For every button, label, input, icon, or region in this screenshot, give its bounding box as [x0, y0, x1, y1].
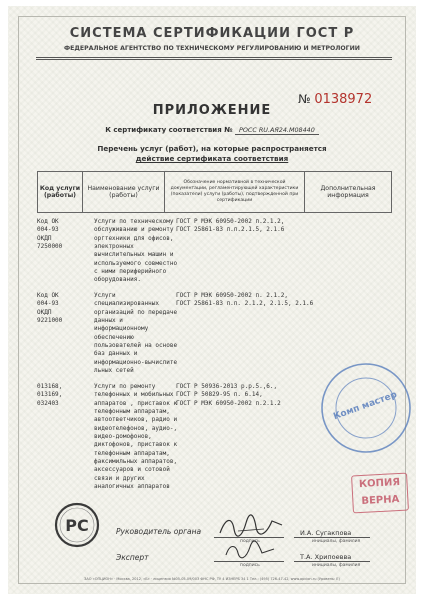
row-service: Услуги по техническому обслуживанию и ремонту оргтехники для офисов, электронных вычислительных машин и используемого совместно с ними периферийного оборудования.	[94, 218, 178, 284]
list-title-line1: Перечень услуг (работ), на которые распространяется	[97, 144, 327, 153]
head-label: Руководитель органа	[116, 527, 202, 536]
certificate-reference	[0, 126, 424, 134]
expert-signature-line	[214, 561, 284, 562]
services-table-header	[37, 171, 392, 213]
head-name: И.А. Сугакпова	[300, 529, 352, 537]
certificate-number: РОСС RU.АЯ24.М08440	[235, 126, 319, 135]
stamp-text: Комп мастер	[332, 390, 399, 423]
header-name: Наименование услуги (работы)	[83, 172, 165, 213]
pc-certification-mark-icon	[50, 502, 104, 548]
row-standards: ГОСТ Р 50936-2013 р.р.5.,6., ГОСТ Р 50829-95 п. 6.14, ГОСТ Р МЭК 60950-2002 п.2.1.2	[176, 383, 281, 407]
head-signature-icon	[216, 513, 286, 539]
header-rule-2	[36, 59, 392, 60]
list-title-line2: действие сертификата соответствия	[135, 154, 289, 163]
expert-name-line	[294, 561, 370, 562]
page-title: ПРИЛОЖЕНИЕ	[152, 103, 272, 118]
row-standards: ГОСТ Р МЭК 60950-2002 п.2.1.2, ГОСТ 25861-83 п.п.2.1.5, 2.1.6	[176, 218, 285, 234]
row-code: 013168, 013169, 032403	[37, 383, 63, 407]
expert-label: Эксперт	[116, 553, 149, 562]
serial-value: 0138972	[314, 92, 373, 107]
head-signature-line	[214, 537, 284, 538]
copy-verified-stamp	[351, 473, 409, 514]
row-standards: ГОСТ Р МЭК 60950-2002 п. 2.1.2, ГОСТ 25861-83 п.п. 2.1.2, 2.1.5, 2.1.6	[176, 292, 314, 308]
head-sign-caption: подпись	[240, 539, 260, 544]
copy-stamp-line2: ВЕРНА	[361, 494, 400, 507]
printer-imprint: ЗАО «ОПЦИОН» · Москва, 2012, «Б» · лицензия №05-05-09/003 ФНС РФ, ТУ 4 ИЗНЕРБ 34 1 Тел.: (495) 726-47-42, www.opcion.ru (Уровень: Е)	[84, 577, 340, 581]
expert-signature-icon	[222, 539, 278, 561]
head-name-line	[294, 537, 370, 538]
list-title	[0, 144, 424, 164]
header-rule	[36, 57, 392, 58]
row-service: Услуги по ремонту телефонных и мобильных аппаратов , приставок к телефонным аппаратам, автоответчиков, радио и видеотелефонов, аудио-, видео-домофонов, диктофонов, приставок к телефонным аппаратам, факсимильных аппаратов, аксессуаров и сотовой связи и других аналогичных аппаратов	[94, 383, 178, 491]
row-service: Услуги специализированных организаций по передаче данных и информационному обеспечению пользователей на основе баз данных и информационно-вычислите льных сетей	[94, 292, 178, 375]
copy-stamp-line1: КОПИЯ	[358, 476, 401, 491]
pc-mark-text: PC	[65, 516, 89, 535]
expert-fio-caption: инициалы, фамилия	[312, 563, 361, 568]
row-code: Код ОК 004-93 ОКДП 9221000	[37, 292, 63, 325]
expert-sign-caption: подпись	[240, 563, 260, 568]
header-code: Код услуги (работы)	[38, 172, 83, 213]
head-fio-caption: инициалы, фамилия	[312, 539, 361, 544]
row-code: Код ОК 004-93 ОКДП 7250000	[37, 218, 63, 251]
expert-name: Т.А. Хрипоевва	[300, 553, 352, 561]
certificate-label: К сертификату соответствия №	[105, 126, 233, 134]
round-seal-stamp-icon	[316, 358, 416, 458]
serial-prefix: №	[298, 92, 311, 106]
agency-header: ФЕДЕРАЛЬНОЕ АГЕНТСТВО ПО ТЕХНИЧЕСКОМУ РЕГУЛИРОВАНИЮ И МЕТРОЛОГИИ	[64, 45, 360, 52]
header-docs: Обозначение нормативной в технической документации, регламентирующей характеристики (показатели) услуги (работы), подтвержденной при сертификации	[165, 172, 305, 213]
system-header: СИСТЕМА СЕРТИФИКАЦИИ ГОСТ Р	[69, 26, 355, 41]
header-extra: Дополнительная информация	[305, 172, 392, 213]
